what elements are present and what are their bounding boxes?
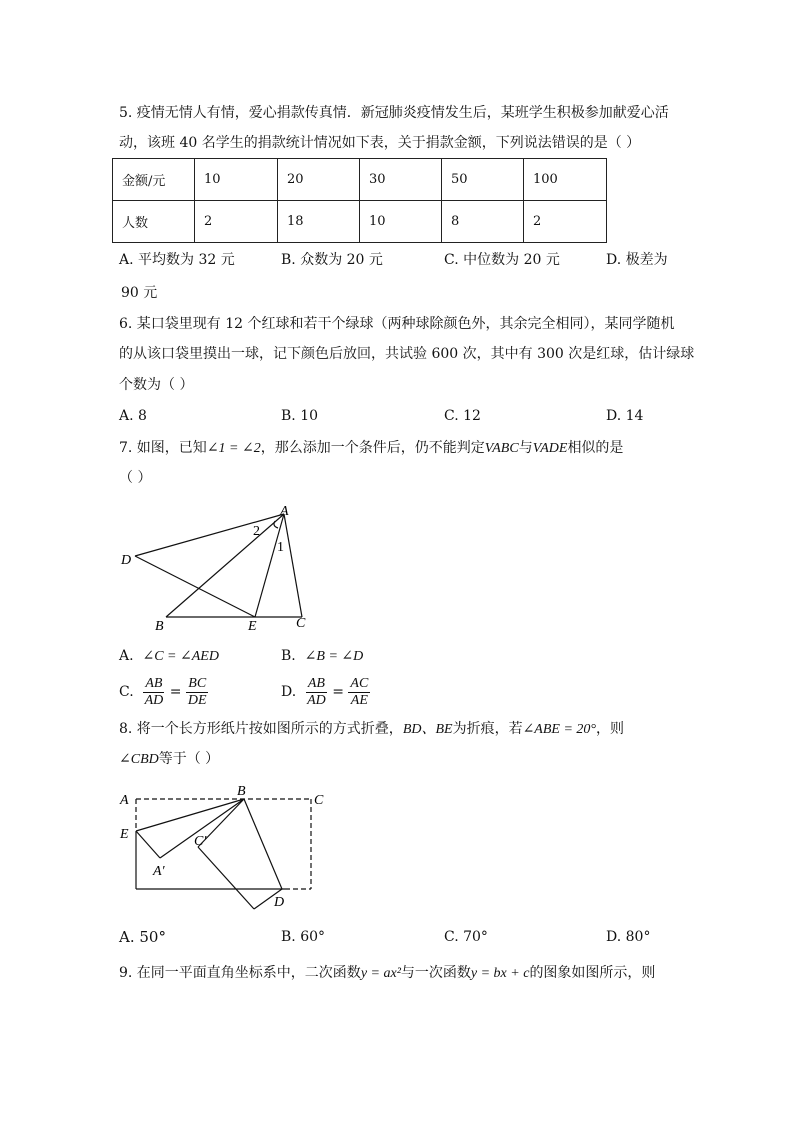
- q5-option-c[interactable]: C. 中位数为 20 元: [444, 252, 560, 268]
- q6-option-b[interactable]: B. 10: [281, 408, 319, 424]
- equals-sign: =: [332, 684, 344, 700]
- label-d: D: [121, 553, 132, 568]
- q8-stem-line2: [119, 749, 219, 770]
- q8-angle: ∠ABE = 20°: [522, 722, 597, 737]
- table-row: [113, 159, 607, 201]
- q8-prefix: 8. 将一个长方形纸片按如图所示的方式折叠，: [119, 721, 403, 737]
- q7-triangle-abc: VABC: [484, 441, 519, 456]
- segment-c1-bottom: [198, 847, 254, 909]
- fraction-denominator: AE: [350, 692, 368, 708]
- table-cell: 2: [195, 201, 278, 243]
- equals-sign: =: [169, 684, 182, 700]
- q8-option-d[interactable]: D. 80°: [606, 929, 651, 945]
- segment-a1b: [160, 799, 244, 858]
- q7-prefix: 7. 如图，已知: [119, 440, 207, 456]
- label-d: D: [274, 895, 285, 910]
- fraction: [305, 676, 328, 709]
- q7-suffix: 相似的是: [567, 440, 624, 456]
- segment-ad: [135, 514, 284, 556]
- q8-suffix: ，则: [596, 721, 625, 737]
- label-angle-2: 2: [253, 524, 260, 539]
- q7-option-b-label: B.: [281, 648, 296, 664]
- table-cell: 100: [524, 159, 607, 201]
- table-cell: 50: [442, 159, 524, 201]
- fraction-numerator: AC: [350, 675, 369, 691]
- q7-middle: ，那么添加一个条件后，仍不能判定: [260, 440, 485, 456]
- label-a: A: [120, 793, 129, 808]
- fraction-denominator: DE: [187, 692, 207, 708]
- table-cell: 30: [360, 159, 442, 201]
- table-cell: 20: [278, 159, 360, 201]
- label-c: C: [296, 616, 306, 631]
- q5-option-a[interactable]: A. 平均数为 32 元: [119, 252, 235, 268]
- segment-de: [135, 556, 255, 617]
- table-row: [113, 201, 607, 243]
- segment-ea1: [136, 831, 160, 858]
- q9-quadratic: y = ax²: [360, 966, 401, 981]
- q8-line2-expr: ∠CBD: [119, 752, 159, 767]
- q7-option-c[interactable]: [119, 674, 209, 710]
- q5-stem-line2: 动，该班 40 名学生的捐款统计情况如下表，关于捐款金额，下列说法错误的是（ ）: [119, 135, 641, 151]
- q8-line2-text: 等于（ ）: [158, 751, 220, 767]
- label-angle-1: 1: [277, 540, 284, 555]
- fraction-numerator: AB: [145, 675, 163, 691]
- q6-stem-line2: 的从该口袋里摸出一球，记下颜色后放回，共试验 600 次，其中有 300 次是红球，估计绿球: [119, 346, 695, 362]
- q6-option-d[interactable]: D. 14: [606, 408, 644, 424]
- q9-suffix: 的图象如图所示，则: [529, 965, 656, 981]
- label-c-prime: C′: [194, 834, 207, 849]
- q5-option-d-cont: 90 元: [121, 285, 158, 301]
- q6-option-c[interactable]: C. 12: [444, 408, 481, 424]
- table-cell: 10: [360, 201, 442, 243]
- q7-option-d-label: D.: [281, 684, 297, 700]
- q5-option-d[interactable]: D. 极差为: [606, 252, 668, 268]
- q7-triangle-ade: VADE: [532, 441, 568, 456]
- label-e: E: [248, 619, 257, 634]
- q8-option-a[interactable]: A. 50°: [119, 928, 166, 946]
- q7-stem-line2: （ ）: [119, 470, 152, 486]
- q9-linear: y = bx + c: [470, 966, 530, 981]
- label-a: A: [280, 504, 289, 519]
- table-cell: 2: [524, 201, 607, 243]
- segment-ac: [284, 514, 302, 617]
- q7-option-a-label: A.: [119, 648, 134, 664]
- q7-option-a-expr: ∠C = ∠AED: [142, 649, 219, 664]
- q8-stem-line1: [119, 719, 624, 740]
- label-c: C: [314, 793, 324, 808]
- fraction-denominator: AD: [307, 692, 326, 708]
- angle-arc: [274, 521, 278, 528]
- label-a-prime: A′: [153, 864, 165, 879]
- q5-stem-line1: 5. 疫情无情人有情，爱心捐款传真情．新冠肺炎疫情发生后，某班学生积极参加献爱心活: [119, 105, 669, 121]
- fraction-denominator: AD: [144, 692, 164, 708]
- q8-option-c[interactable]: C. 70°: [444, 929, 488, 945]
- q9-stem-line1: [119, 963, 655, 984]
- q7-option-b[interactable]: [281, 646, 363, 667]
- q6-option-a[interactable]: A. 8: [119, 408, 147, 424]
- table-cell: 10: [195, 159, 278, 201]
- label-b: B: [237, 784, 246, 799]
- fraction-numerator: BC: [188, 675, 207, 691]
- q8-figure: [110, 780, 340, 915]
- q7-option-d[interactable]: [281, 674, 370, 710]
- table-header-amount: 金额/元: [113, 159, 195, 201]
- label-e: E: [120, 827, 129, 842]
- fraction: [143, 676, 166, 709]
- q7-option-c-label: C.: [119, 684, 134, 700]
- q7-conj: 与: [518, 440, 533, 456]
- table-cell: 18: [278, 201, 360, 243]
- q7-option-b-expr: ∠B = ∠D: [304, 649, 364, 664]
- q9-prefix: 9. 在同一平面直角坐标系中，二次函数: [119, 965, 361, 981]
- donation-table: [112, 158, 607, 243]
- q9-mid: 与一次函数: [400, 965, 471, 981]
- q8-mid: 为折痕，若: [452, 721, 523, 737]
- q6-stem-line1: 6. 某口袋里现有 12 个红球和若干个绿球（两种球除颜色外，其余完全相同），某同学随机: [119, 316, 675, 332]
- q8-folds: BD、BE: [402, 722, 453, 737]
- fraction-numerator: AB: [307, 675, 325, 691]
- q7-option-a[interactable]: [119, 646, 219, 667]
- q8-option-b[interactable]: B. 60°: [281, 929, 326, 945]
- label-b: B: [155, 619, 164, 634]
- fold-bd: [244, 799, 282, 889]
- table-header-count: 人数: [113, 201, 195, 243]
- q7-figure: [110, 495, 320, 635]
- fold-be: [136, 799, 244, 831]
- q7-stem-line1: [119, 438, 623, 459]
- q5-option-b[interactable]: B. 众数为 20 元: [281, 252, 383, 268]
- table-cell: 8: [442, 201, 524, 243]
- fraction: [186, 676, 209, 709]
- fraction: [348, 676, 370, 709]
- q6-stem-line3: 个数为（ ）: [119, 377, 194, 393]
- q7-angle-condition: ∠1 = ∠2: [206, 441, 261, 456]
